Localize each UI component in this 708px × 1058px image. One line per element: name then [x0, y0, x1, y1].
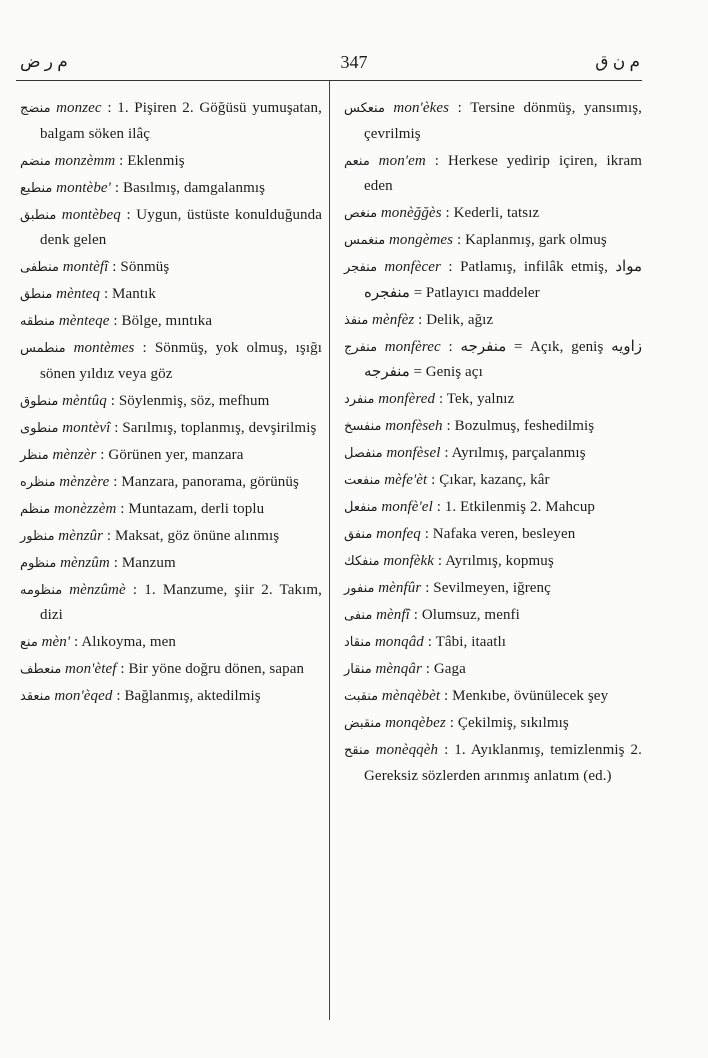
transliterated-headword: montèbeq: [61, 206, 121, 223]
arabic-headword: منطمس: [20, 341, 66, 356]
dictionary-entry: [20, 203, 322, 254]
definition: : 1. Ayıklanmış, temizlenmiş 2. Gereksiz sözlerden arınmış anlatım (ed.): [364, 742, 642, 784]
arabic-headword: منظر: [20, 447, 49, 463]
definition: : Çekilmiş, sıkılmış: [449, 715, 569, 731]
definition: : Tersine dönmüş, yansımış, çevrilmiş: [364, 100, 643, 142]
arabic-headword: منعكس: [344, 101, 385, 116]
dictionary-entry: [344, 228, 642, 254]
transliterated-headword: monzec: [56, 100, 102, 116]
arabic-headword: منقبت: [344, 689, 379, 704]
arabic-headword: منقبض: [344, 716, 382, 731]
transliterated-headword: monfèred: [378, 391, 436, 407]
dictionary-entry: [344, 711, 642, 737]
dictionary-entry: [344, 149, 642, 200]
definition: : Nafaka veren, besleyen: [424, 526, 576, 542]
definition: : Görünen yer, manzara: [100, 446, 244, 463]
arabic-headword: منعطف: [20, 662, 62, 677]
dictionary-entry: [344, 549, 642, 575]
dictionary-entry: [20, 551, 322, 577]
dictionary-entry: [20, 389, 322, 415]
right-column: [344, 96, 642, 791]
header-left-letters: م ر ض: [20, 52, 68, 71]
definition: : Tâbi, itaatlı: [427, 634, 507, 650]
arabic-headword: منظره: [20, 474, 56, 490]
transliterated-headword: mèntûq: [62, 392, 107, 409]
arabic-headword: منعقد: [20, 689, 51, 704]
dictionary-entry: [344, 522, 642, 548]
dictionary-entry: [20, 443, 322, 469]
transliterated-headword: mènfûr: [378, 580, 422, 596]
transliterated-headword: monfèsel: [386, 445, 441, 461]
definition: : Sönmüş: [112, 259, 170, 275]
definition: : Çıkar, kazanç, kâr: [431, 472, 550, 488]
arabic-headword: منطق: [20, 287, 53, 302]
dictionary-entry: [20, 149, 322, 175]
transliterated-headword: mènqâr: [375, 661, 422, 677]
definition: : Uygun, üstüste konulduğunda denk gelen: [40, 206, 322, 248]
dictionary-entry: [344, 387, 642, 413]
transliterated-headword: mènzûmè: [69, 581, 126, 598]
definition: : Muntazam, derli toplu: [120, 500, 265, 517]
definition: : Manzara, panorama, görünüş: [113, 473, 299, 490]
transliterated-headword: monfèrec: [384, 338, 441, 355]
arabic-headword: منفذ: [344, 312, 369, 328]
definition: : Bölge, mıntıka: [113, 313, 213, 329]
definition: : Tek, yalnız: [438, 391, 515, 407]
dictionary-entry: [344, 495, 642, 521]
transliterated-headword: montèbe': [56, 179, 111, 196]
arabic-headword: منفعل: [344, 500, 378, 515]
arabic-headword: منقار: [344, 662, 372, 677]
dictionary-entry: [344, 441, 642, 467]
transliterated-headword: monèqqèh: [375, 742, 439, 758]
dictionary-entry: [344, 603, 642, 629]
dictionary-entry: [20, 255, 322, 281]
arabic-headword: منفسخ: [344, 419, 382, 434]
definition: : Kaplanmış, gark olmuş: [456, 232, 607, 248]
arabic-headword: منطوى: [20, 420, 59, 436]
dictionary-entry: [20, 309, 322, 335]
definition: : Gaga: [425, 661, 466, 677]
definition: : Kederli, tatsız: [445, 205, 540, 221]
transliterated-headword: monfèkk: [383, 553, 435, 569]
dictionary-entry: [20, 470, 322, 496]
arabic-headword: منظوم: [20, 555, 57, 571]
transliterated-headword: mènqèbèt: [381, 688, 441, 704]
transliterated-headword: mèfe'èt: [384, 472, 428, 488]
transliterated-headword: monfeq: [376, 526, 421, 542]
definition: : Alıkoyma, men: [74, 634, 176, 650]
definition: : Sarılmış, toplanmış, devşirilmiş: [114, 419, 317, 436]
arabic-headword: منفى: [344, 608, 373, 623]
dictionary-entry: [344, 255, 642, 306]
header-right-letters: م ن ق: [595, 52, 640, 71]
definition: : منفرجه = Açık, geniş زاويه منفرجه = Geniş açı: [364, 338, 643, 380]
transliterated-headword: mènfî: [376, 607, 410, 623]
transliterated-headword: mènzûm: [60, 554, 110, 571]
definition: : Patlamış, infilâk etmiş, مواد منفجره = Patlayıcı maddeler: [364, 259, 643, 301]
transliterated-headword: mongèmes: [389, 232, 454, 248]
arabic-headword: منغص: [344, 206, 378, 221]
arabic-headword: منفور: [344, 581, 375, 596]
arabic-headword: منعم: [344, 153, 370, 169]
dictionary-entry: [20, 176, 322, 202]
definition: : Bir yöne doğru dönen, sapan: [120, 661, 305, 677]
arabic-headword: منطبع: [20, 180, 53, 196]
definition: : Ayrılmış, kopmuş: [437, 553, 554, 569]
arabic-headword: منفق: [344, 527, 373, 542]
dictionary-entry: [344, 630, 642, 656]
dictionary-entry: [20, 657, 322, 683]
definition: : 1. Etkilenmiş 2. Mahcup: [436, 499, 596, 515]
dictionary-entry: [20, 684, 322, 710]
dictionary-entry: [344, 96, 642, 147]
arabic-headword: منطفى: [20, 260, 59, 275]
dictionary-entry: [344, 576, 642, 602]
definition: : 1. Manzume, şiir 2. Takım, dizi: [40, 581, 323, 623]
transliterated-headword: mènteq: [56, 286, 101, 302]
dictionary-entry: [20, 96, 322, 147]
transliterated-headword: mon'em: [378, 152, 426, 169]
arabic-headword: منفرد: [344, 392, 375, 407]
transliterated-headword: monqèbez: [385, 715, 446, 731]
arabic-headword: منفصل: [344, 446, 383, 461]
left-column: [20, 96, 322, 711]
dictionary-entry: [20, 497, 322, 523]
definition: : Bağlanmış, aktedilmiş: [116, 688, 261, 704]
transliterated-headword: mènzèr: [52, 446, 97, 463]
arabic-headword: منع: [20, 635, 38, 650]
transliterated-headword: mènzûr: [58, 527, 104, 544]
dictionary-entry: [20, 416, 322, 442]
arabic-headword: منقح: [344, 743, 370, 758]
arabic-headword: منظم: [20, 501, 51, 517]
definition: : Sevilmeyen, iğrenç: [425, 580, 551, 596]
dictionary-entry: [344, 201, 642, 227]
arabic-headword: منفكك: [344, 554, 380, 569]
transliterated-headword: mènteqe: [58, 313, 110, 329]
transliterated-headword: montèfî: [62, 259, 109, 275]
transliterated-headword: monfè'el: [381, 499, 433, 515]
arabic-headword: منفرج: [344, 339, 378, 355]
transliterated-headword: monzèmm: [54, 152, 116, 169]
definition: : Menkıbe, övünülecek şey: [444, 688, 609, 704]
definition: : Sönmüş, yok olmuş, ışığı sönen yıldız veya göz: [40, 340, 322, 382]
transliterated-headword: monèğğès: [380, 205, 442, 221]
transliterated-headword: montèmes: [73, 340, 135, 356]
dictionary-entry: [344, 738, 642, 789]
definition: : Basılmış, damgalanmış: [114, 179, 266, 196]
arabic-headword: منظور: [20, 528, 55, 544]
arabic-headword: منظومه: [20, 582, 63, 598]
arabic-headword: منطوق: [20, 393, 59, 409]
dictionary-entry: [344, 335, 642, 386]
definition: : Olumsuz, menfi: [413, 607, 520, 623]
dictionary-entry: [344, 468, 642, 494]
transliterated-headword: mon'èqed: [54, 688, 113, 704]
arabic-headword: منفعت: [344, 473, 381, 488]
arabic-headword: منطبق: [20, 207, 57, 223]
page-number: 347: [340, 52, 368, 72]
arabic-headword: منضج: [20, 101, 51, 116]
arabic-headword: منضم: [20, 153, 51, 169]
dictionary-entry: [20, 630, 322, 656]
transliterated-headword: mon'èkes: [393, 100, 450, 116]
dictionary-entry: [20, 282, 322, 308]
transliterated-headword: monèzzèm: [53, 500, 117, 517]
transliterated-headword: monfècer: [384, 259, 441, 275]
transliterated-headword: mèn': [41, 634, 71, 650]
column-divider: [329, 80, 330, 1020]
arabic-headword: منطقه: [20, 314, 56, 329]
arabic-headword: منغمس: [344, 233, 386, 248]
definition: : 1. Pişiren 2. Göğüsü yumuşatan, balgam söken ilâç: [40, 100, 323, 142]
definition: : Ayrılmış, parçalanmış: [444, 445, 586, 461]
definition: : Herkese yedirip içiren, ikram eden: [364, 152, 642, 194]
dictionary-entry: [20, 524, 322, 550]
transliterated-headword: monqâd: [374, 634, 424, 650]
arabic-headword: منفجر: [344, 260, 378, 275]
arabic-headword: منقاد: [344, 635, 372, 650]
definition: : Eklenmiş: [119, 152, 185, 169]
transliterated-headword: monfèseh: [385, 418, 443, 434]
definition: : Bozulmuş, feshedilmiş: [446, 418, 595, 434]
dictionary-entry: [20, 578, 322, 629]
dictionary-entry: [20, 336, 322, 387]
definition: : Mantık: [103, 286, 156, 302]
dictionary-entry: [344, 657, 642, 683]
dictionary-entry: [344, 308, 642, 334]
transliterated-headword: montèvî: [62, 419, 111, 436]
transliterated-headword: mènfèz: [372, 311, 415, 328]
definition: : Manzum: [113, 554, 176, 571]
definition: : Maksat, göz önüne alınmış: [106, 527, 280, 544]
transliterated-headword: mon'ètef: [65, 661, 117, 677]
definition: : Söylenmiş, söz, mefhum: [110, 392, 270, 409]
dictionary-entry: [344, 414, 642, 440]
definition: : Delik, ağız: [418, 311, 494, 328]
transliterated-headword: mènzère: [59, 473, 110, 490]
dictionary-entry: [344, 684, 642, 710]
